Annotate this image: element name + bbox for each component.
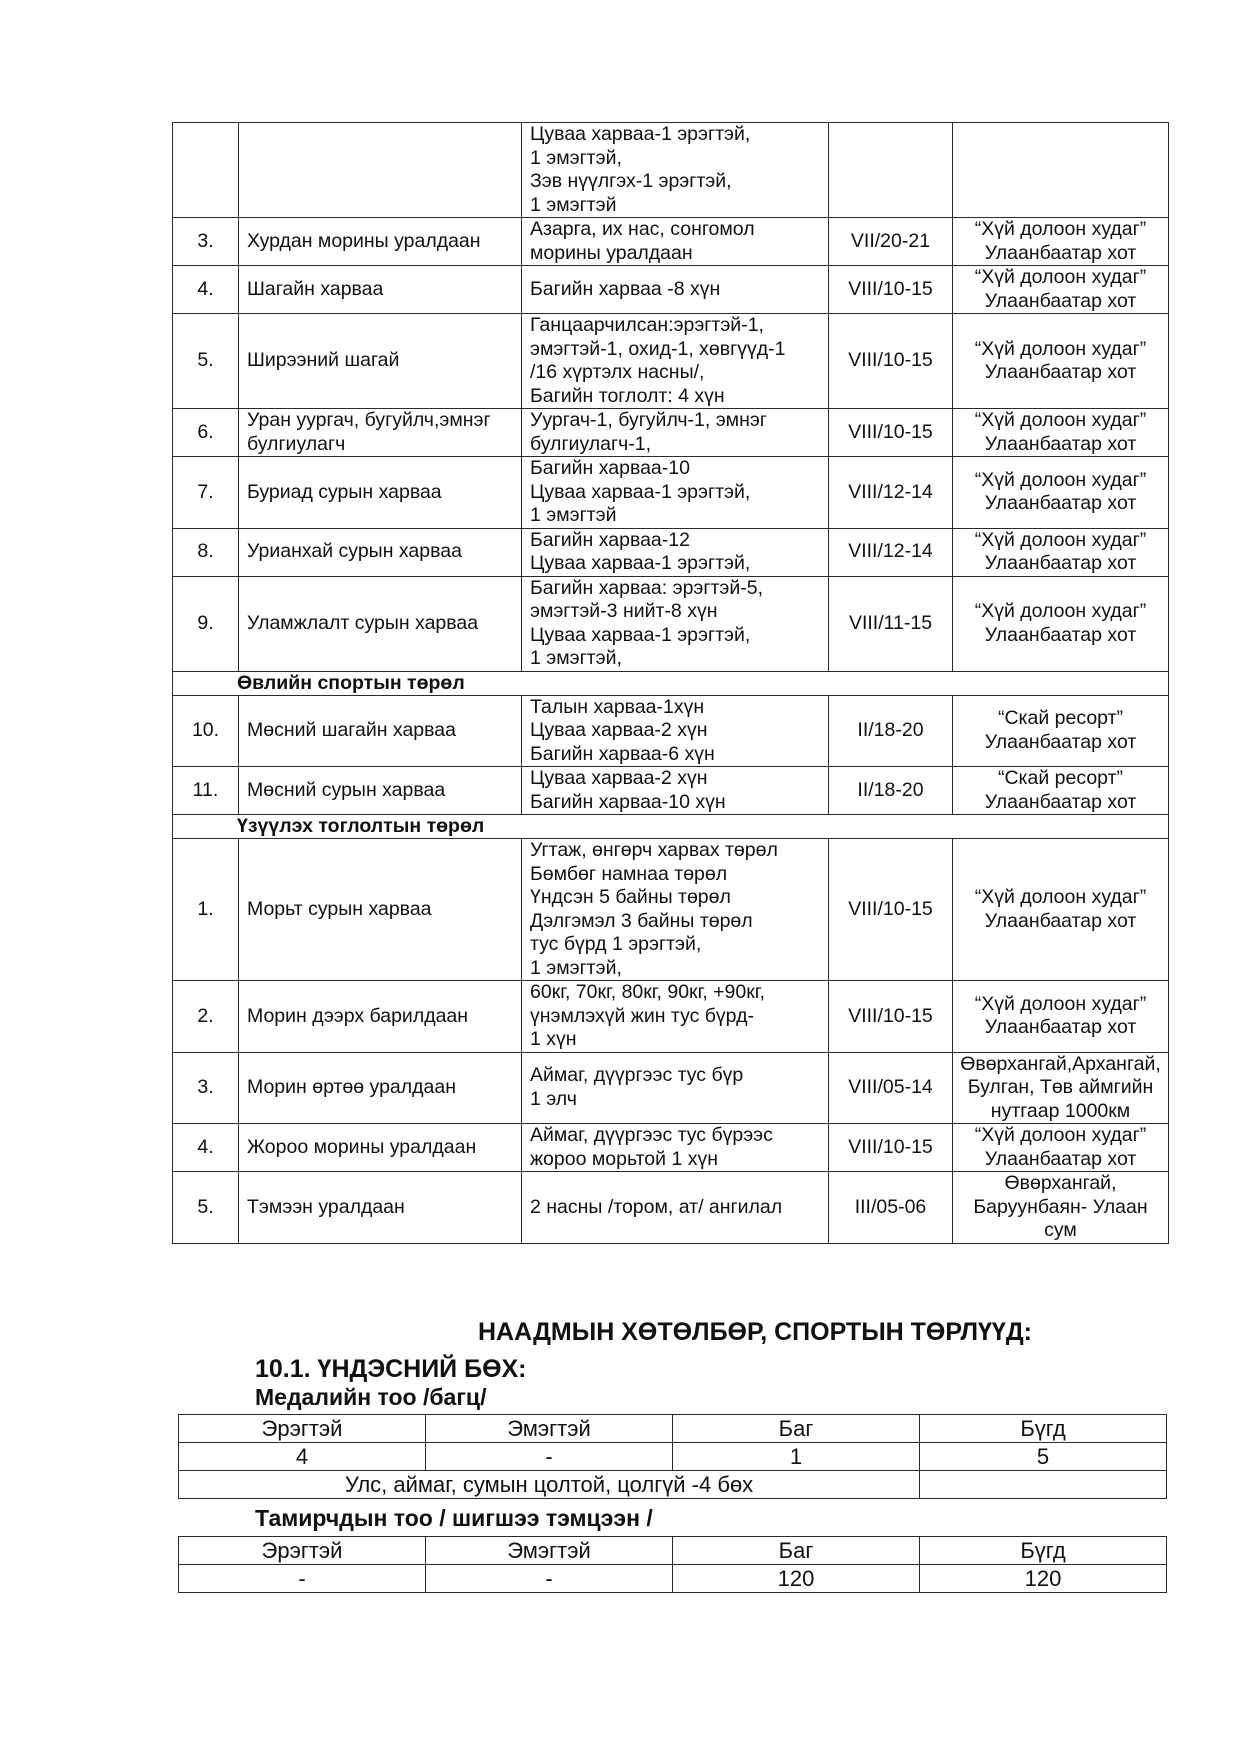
event-venue: “Хүй долоон худаг” Улаанбаатар хот [953, 1124, 1169, 1172]
event-row [173, 457, 1169, 529]
event-name: Урианхай сурын харваа [239, 528, 522, 576]
event-date: II/18-20 [829, 695, 953, 767]
event-venue: “Скай ресорт” Улаанбаатар хот [953, 695, 1169, 767]
athletes-header-team: Баг [673, 1537, 920, 1565]
event-row [173, 1052, 1169, 1124]
event-row [173, 839, 1169, 981]
event-name: Уламжлалт сурын харваа [239, 576, 522, 671]
medals-values-row [179, 1443, 1167, 1471]
event-details: Талын харваа-1хүн Цуваа харваа-2 хүн Багийн харваа-6 хүн [522, 695, 829, 767]
event-row [173, 695, 1169, 767]
section-title: Өвлийн спортын төрөл [173, 671, 1169, 695]
event-details: Аймаг, дүүргээс тус бүрээс жороо морьтой 1 хүн [522, 1124, 829, 1172]
medals-value-women: - [426, 1443, 673, 1471]
event-date: VIII/10-15 [829, 314, 953, 409]
event-row [173, 314, 1169, 409]
event-venue: “Хүй долоон худаг” Улаанбаатар хот [953, 528, 1169, 576]
event-name [239, 123, 522, 218]
event-row [173, 409, 1169, 457]
event-venue: Өвөрхангай, Баруунбаян- Улаан сум [953, 1172, 1169, 1244]
event-venue: “Скай ресорт” Улаанбаатар хот [953, 767, 1169, 815]
event-name: Хурдан морины уралдаан [239, 218, 522, 266]
event-date: VIII/10-15 [829, 839, 953, 981]
event-details: Багийн харваа: эрэгтэй-5, эмэгтэй-3 нийт-8 хүн Цуваа харваа-1 эрэгтэй, 1 эмэгтэй, [522, 576, 829, 671]
national-wrestling-heading: 10.1. ҮНДЭСНИЙ БӨХ: [255, 1355, 527, 1383]
medals-value-team: 1 [673, 1443, 920, 1471]
event-details: Багийн харваа-10 Цуваа харваа-1 эрэгтэй, 1 эмэгтэй [522, 457, 829, 529]
event-date: VIII/12-14 [829, 528, 953, 576]
athletes-header-men: Эрэгтэй [179, 1537, 426, 1565]
event-name: Тэмээн уралдаан [239, 1172, 522, 1244]
medals-header-team: Баг [673, 1415, 920, 1443]
event-name: Морьт сурын харваа [239, 839, 522, 981]
event-number: 8. [173, 528, 239, 576]
event-number [173, 123, 239, 218]
event-details: 60кг, 70кг, 80кг, 90кг, +90кг, үнэмлэхүй жин тус бүрд- 1 хүн [522, 981, 829, 1053]
medals-note: Улс, аймаг, сумын цолтой, цолгүй -4 бөх [179, 1471, 920, 1499]
event-details: Азарга, их нас, сонгомол морины уралдаан [522, 218, 829, 266]
medals-note-row [179, 1471, 1167, 1499]
event-name: Мөсний сурын харваа [239, 767, 522, 815]
medals-header-row [179, 1415, 1167, 1443]
medals-note-empty [920, 1471, 1167, 1499]
athletes-value-total: 120 [920, 1565, 1167, 1593]
event-details: Цуваа харваа-1 эрэгтэй, 1 эмэгтэй, Зэв нүүлгэх-1 эрэгтэй, 1 эмэгтэй [522, 123, 829, 218]
event-name: Морин өртөө уралдаан [239, 1052, 522, 1124]
section-title: Үзүүлэх тоглолтын төрөл [173, 815, 1169, 839]
event-venue: “Хүй долоон худаг” Улаанбаатар хот [953, 218, 1169, 266]
event-details: Багийн харваа-12 Цуваа харваа-1 эрэгтэй, [522, 528, 829, 576]
event-venue: “Хүй долоон худаг” Улаанбаатар хот [953, 314, 1169, 409]
event-row [173, 218, 1169, 266]
event-date: III/05-06 [829, 1172, 953, 1244]
event-row [173, 1124, 1169, 1172]
event-details: Аймаг, дүүргээс тус бүр 1 элч [522, 1052, 829, 1124]
event-number: 6. [173, 409, 239, 457]
athletes-caption: Тамирчдын тоо / шигшээ тэмцээн / [255, 1505, 653, 1531]
program-heading: НААДМЫН ХӨТӨЛБӨР, СПОРТЫН ТӨРЛҮҮД: [478, 1318, 1032, 1346]
event-row [173, 576, 1169, 671]
event-row [173, 266, 1169, 314]
event-number: 5. [173, 1172, 239, 1244]
event-number: 2. [173, 981, 239, 1053]
event-number: 11. [173, 767, 239, 815]
event-date: VII/20-21 [829, 218, 953, 266]
event-row [173, 528, 1169, 576]
event-date: VIII/10-15 [829, 409, 953, 457]
athletes-header-total: Бүгд [920, 1537, 1167, 1565]
event-date [829, 123, 953, 218]
event-number: 7. [173, 457, 239, 529]
event-details: 2 насны /тором, ат/ ангилал [522, 1172, 829, 1244]
event-venue: “Хүй долоон худаг” Улаанбаатар хот [953, 409, 1169, 457]
medals-header-men: Эрэгтэй [179, 1415, 426, 1443]
athletes-value-women: - [426, 1565, 673, 1593]
event-row [173, 123, 1169, 218]
event-date: VIII/10-15 [829, 981, 953, 1053]
event-date: VIII/10-15 [829, 1124, 953, 1172]
event-details: Угтаж, өнгөрч харвах төрөл Бөмбөг намнаа төрөл Үндсэн 5 байны төрөл Дэлгэмэл 3 байны төрөл тус бүрд 1 эрэгтэй, 1 эмэгтэй, [522, 839, 829, 981]
event-name: Уран уургач, бугуйлч,эмнэг булгиулагч [239, 409, 522, 457]
medals-header-women: Эмэгтэй [426, 1415, 673, 1443]
athletes-header-row [179, 1537, 1167, 1565]
event-venue: “Хүй долоон худаг” Улаанбаатар хот [953, 457, 1169, 529]
event-number: 5. [173, 314, 239, 409]
event-number: 4. [173, 1124, 239, 1172]
event-number: 3. [173, 218, 239, 266]
event-row [173, 767, 1169, 815]
event-date: VIII/05-14 [829, 1052, 953, 1124]
medals-value-men: 4 [179, 1443, 426, 1471]
event-venue: “Хүй долоон худаг” Улаанбаатар хот [953, 266, 1169, 314]
event-row [173, 981, 1169, 1053]
event-venue: “Хүй долоон худаг” Улаанбаатар хот [953, 576, 1169, 671]
event-name: Буриад сурын харваа [239, 457, 522, 529]
event-date: II/18-20 [829, 767, 953, 815]
event-row [173, 1172, 1169, 1244]
event-venue: Өвөрхангай,Архангай, Булган, Төв аймгийн нутгаар 1000км [953, 1052, 1169, 1124]
athletes-value-team: 120 [673, 1565, 920, 1593]
event-date: VIII/11-15 [829, 576, 953, 671]
event-venue: “Хүй долоон худаг” Улаанбаатар хот [953, 981, 1169, 1053]
athletes-header-women: Эмэгтэй [426, 1537, 673, 1565]
event-number: 1. [173, 839, 239, 981]
event-venue: “Хүй долоон худаг” Улаанбаатар хот [953, 839, 1169, 981]
event-number: 10. [173, 695, 239, 767]
event-details: Цуваа харваа-2 хүн Багийн харваа-10 хүн [522, 767, 829, 815]
event-name: Ширээний шагай [239, 314, 522, 409]
event-venue [953, 123, 1169, 218]
event-details: Багийн харваа -8 хүн [522, 266, 829, 314]
medals-header-total: Бүгд [920, 1415, 1167, 1443]
events-table [172, 122, 1169, 1244]
medals-value-total: 5 [920, 1443, 1167, 1471]
event-name: Жороо морины уралдаан [239, 1124, 522, 1172]
event-details: Ганцаарчилсан:эрэгтэй-1, эмэгтэй-1, охид-1, хөвгүүд-1 /16 хүртэлх насны/, Багийн тоглолт: 4 хүн [522, 314, 829, 409]
section-row [173, 671, 1169, 695]
event-name: Мөсний шагайн харваа [239, 695, 522, 767]
event-name: Шагайн харваа [239, 266, 522, 314]
event-number: 3. [173, 1052, 239, 1124]
event-details: Уургач-1, бугуйлч-1, эмнэг булгиулагч-1, [522, 409, 829, 457]
athletes-table [178, 1536, 1167, 1593]
medals-caption: Медалийн тоо /багц/ [255, 1384, 487, 1410]
athletes-value-men: - [179, 1565, 426, 1593]
event-date: VIII/10-15 [829, 266, 953, 314]
event-name: Морин дээрх барилдаан [239, 981, 522, 1053]
section-row [173, 815, 1169, 839]
event-number: 4. [173, 266, 239, 314]
medals-table [178, 1414, 1167, 1499]
event-date: VIII/12-14 [829, 457, 953, 529]
event-number: 9. [173, 576, 239, 671]
athletes-values-row [179, 1565, 1167, 1593]
